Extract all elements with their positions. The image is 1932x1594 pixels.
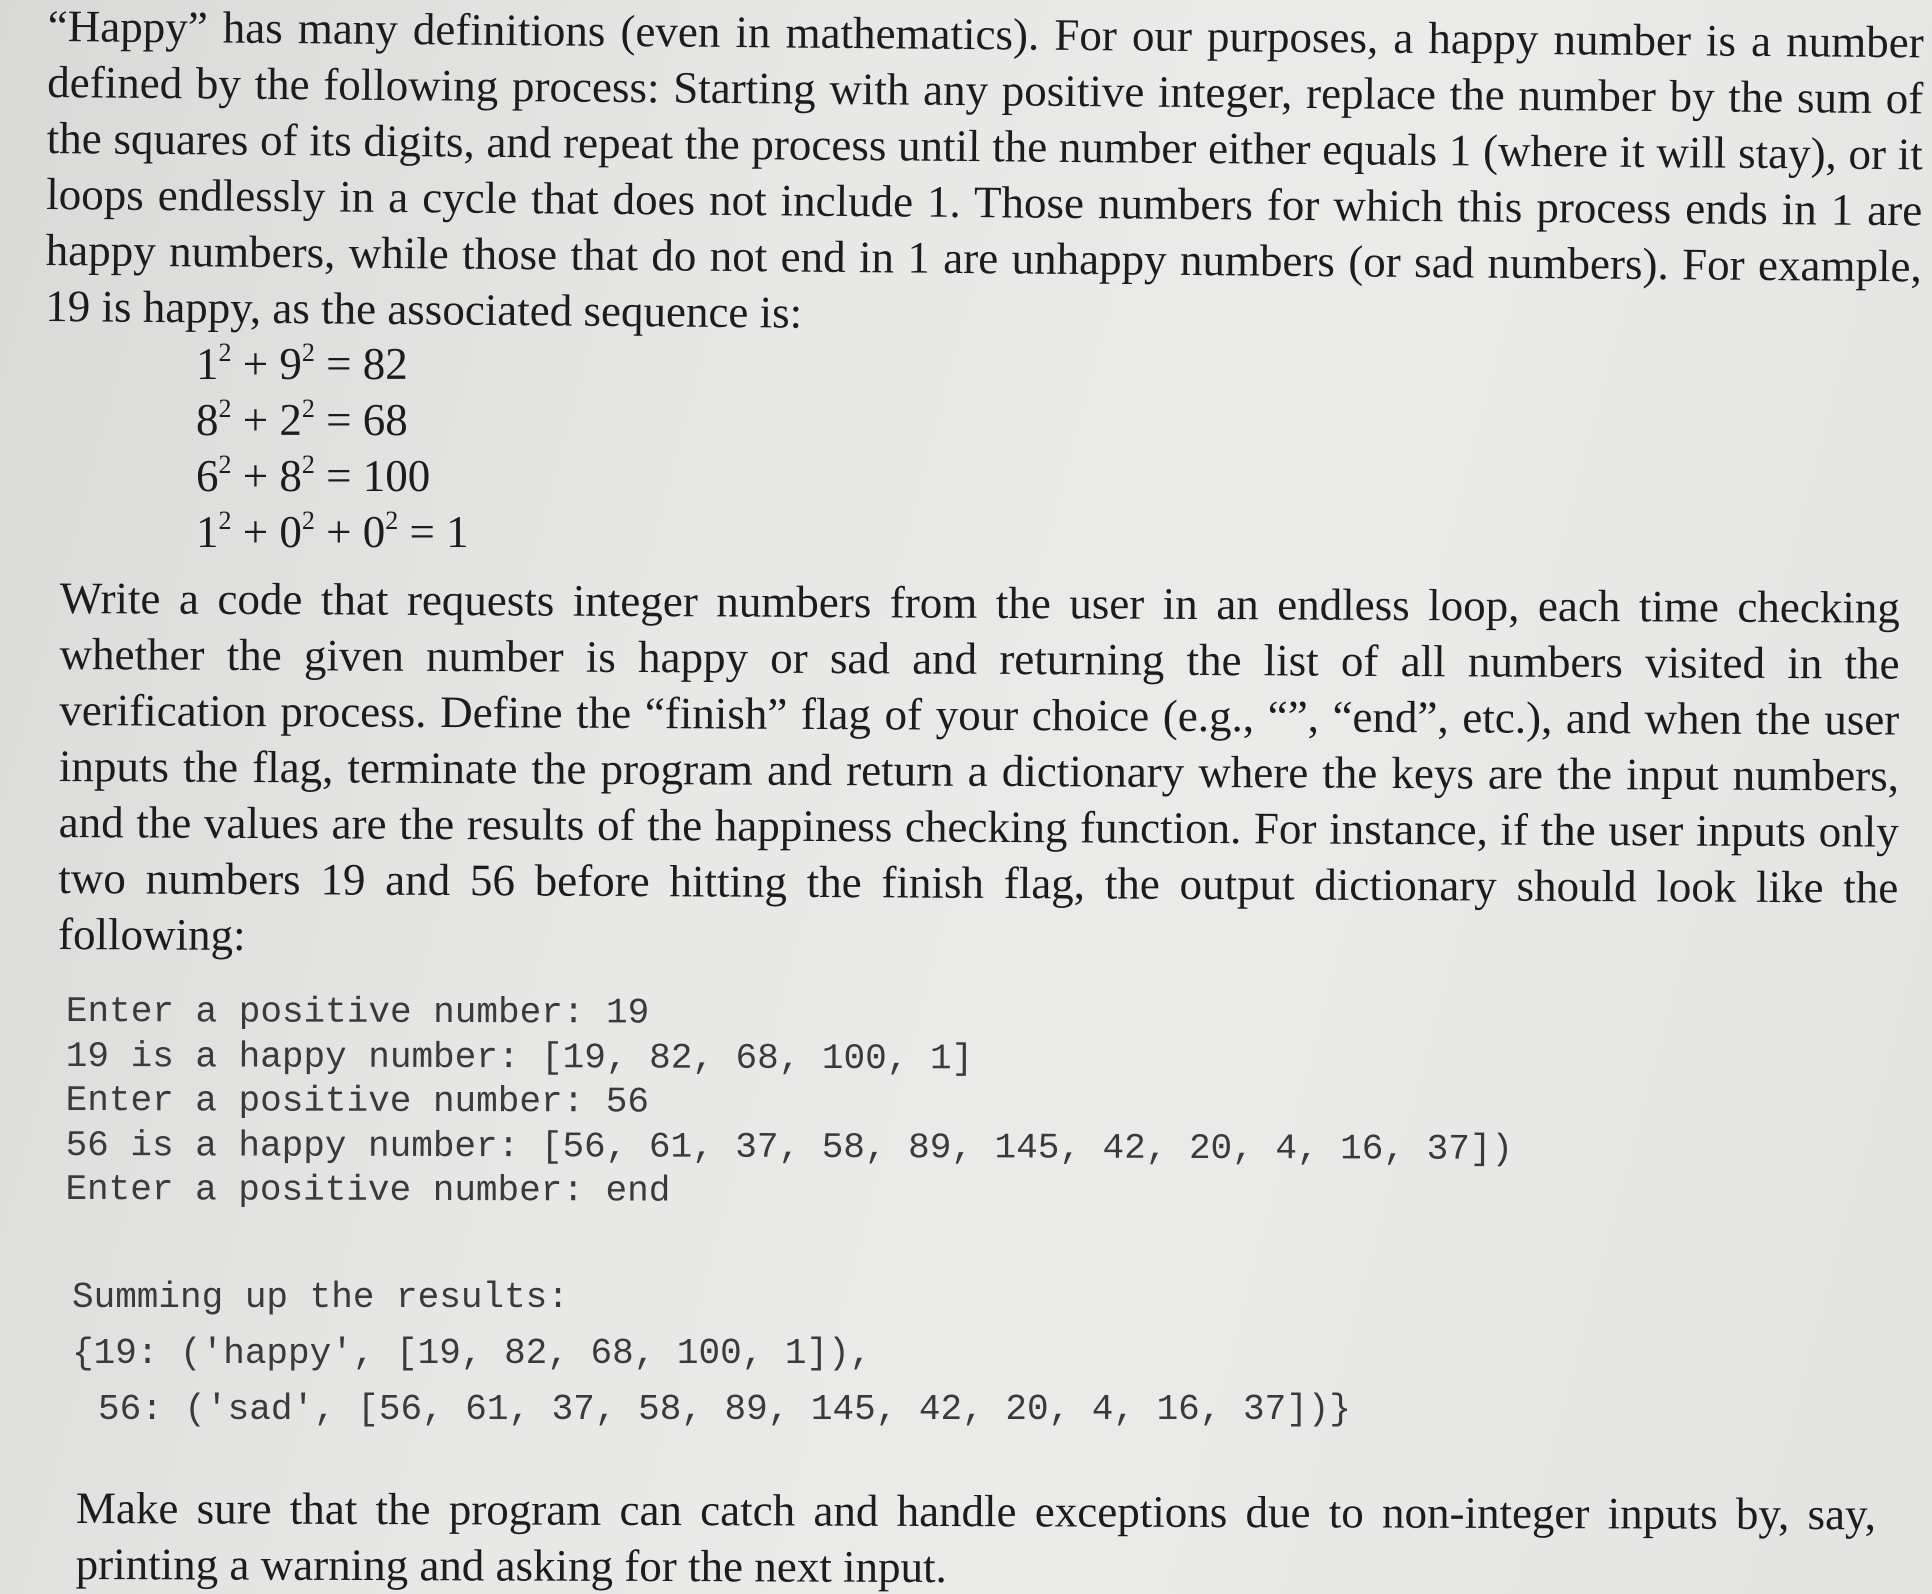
eq-result: = 68 <box>314 395 408 445</box>
console-line: 56 is a happy number: [56, 61, 37, 58, 89, 145, 42, 20, 4, 16, 37]) <box>65 1124 1514 1170</box>
summary-heading: Summing up the results: <box>72 1277 569 1318</box>
summary-line: {19: ('happy', [19, 82, 68, 100, 1]), <box>72 1333 872 1374</box>
eq-exponent: 2 <box>218 394 232 423</box>
console-line: 19 is a happy number: [19, 82, 68, 100, 1] <box>65 1035 974 1079</box>
eq-operator: + <box>231 339 280 389</box>
eq-digit: 0 <box>279 507 302 557</box>
eq-digit: 0 <box>362 507 386 557</box>
eq-result: = 82 <box>314 339 408 389</box>
equation-line-1 <box>196 336 469 392</box>
eq-exponent: 2 <box>218 338 232 367</box>
eq-exponent: 2 <box>301 450 315 479</box>
eq-exponent: 2 <box>385 506 399 535</box>
example-equations <box>196 336 469 560</box>
equation-line-2 <box>196 392 469 448</box>
eq-exponent: 2 <box>218 506 232 535</box>
console-line: Enter a positive number: 56 <box>65 1079 650 1123</box>
summary-line: 56: ('sad', [56, 61, 37, 58, 89, 145, 42, 20, 4, 16, 37])} <box>98 1389 1352 1430</box>
equation-line-3 <box>196 448 469 504</box>
eq-operator: + <box>231 507 280 557</box>
eq-exponent: 2 <box>218 450 232 479</box>
eq-digit: 8 <box>196 395 219 445</box>
eq-digit: 1 <box>196 339 219 389</box>
eq-result: = 100 <box>314 451 431 501</box>
eq-digit: 2 <box>279 395 302 445</box>
intro-paragraph: “Happy” has many definitions (even in mathematics). For our purposes, a happy number is a number defined by the following process: Starting with any positive integer, replace the number by the sum of the squares of its digits, and repeat the process until the number either equals 1 (where it will stay), or it loops endlessly in a cycle that does not include 1. Those numbers for which this process ends in 1 are happy numbers, while those that do not end in 1 are unhappy numbers (or sad numbers). For example, 19 is happy, as the associated sequence is: <box>45 0 1924 338</box>
eq-exponent: 2 <box>301 506 315 535</box>
task-paragraph: Write a code that requests integer numbers from the user in an endless loop, each time checking whether the given number is happy or sad and returning the list of all numbers visited in the verification process. Define the “finish” flag of your choice (e.g., “”, “end”, etc.), and when the user inputs the flag, terminate the program and return a dictionary where the keys are the input numbers, and the values are the results of the happiness checking function. For instance, if the user inputs only two numbers 19 and 56 before hitting the finish flag, the output dictionary should look like the following: <box>57 572 1900 960</box>
equation-line-4 <box>196 504 469 560</box>
eq-digit: 6 <box>196 451 219 501</box>
exception-note-paragraph: Make sure that the program can catch and handle exceptions due to non-integer inputs by, say, printing a warning and asking for the next input. <box>75 1483 1876 1593</box>
eq-result: = 1 <box>398 507 469 557</box>
console-line: Enter a positive number: 19 <box>65 991 650 1034</box>
eq-exponent: 2 <box>301 338 315 367</box>
eq-digit: 1 <box>196 507 219 557</box>
console-line: Enter a positive number: end <box>65 1168 671 1212</box>
eq-exponent: 2 <box>301 394 315 423</box>
summary-output <box>72 1270 1351 1438</box>
eq-digit: 9 <box>279 339 302 389</box>
eq-operator: + <box>314 507 363 557</box>
eq-digit: 8 <box>279 451 302 501</box>
eq-operator: + <box>231 451 280 501</box>
console-output <box>65 990 1513 1216</box>
eq-operator: + <box>231 395 280 445</box>
